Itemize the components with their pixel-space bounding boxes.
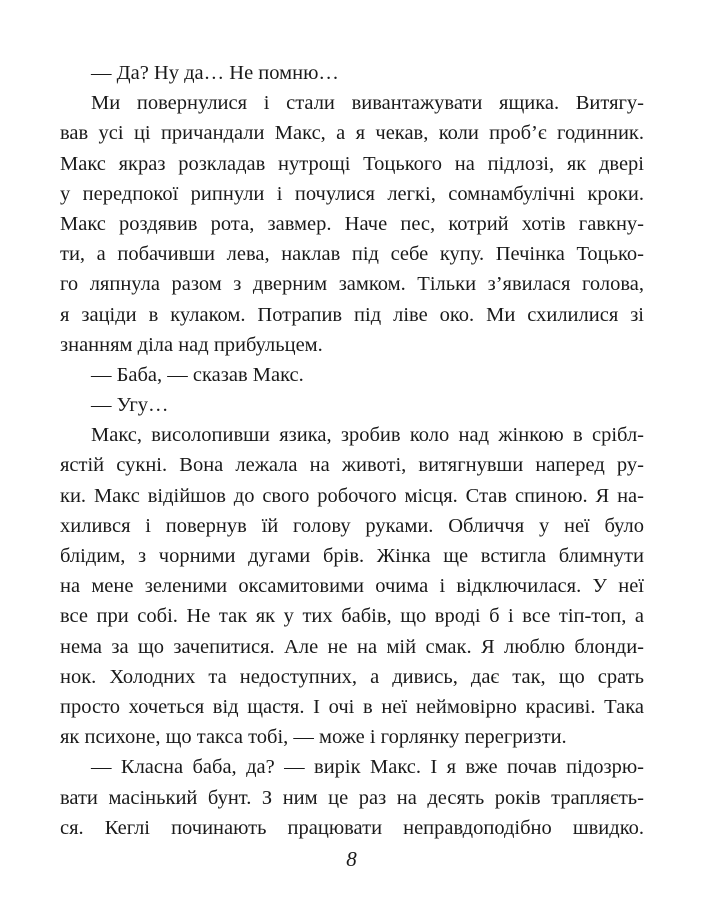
text-line: на мене зеленими оксамитовими очима і відключилася. У неї — [60, 575, 644, 598]
text-line: вати масінький бунт. З ним це раз на десять років трапляєть- — [60, 786, 644, 809]
text-line: все при собі. Не так як у тих бабів, що вроді б і все тіп-топ, а — [60, 605, 644, 628]
body-text — [60, 58, 644, 843]
text-line: я заціди в кулаком. Потрапив під ліве око. Ми схилилися зі — [60, 303, 644, 326]
text-line: — Угу… — [91, 394, 169, 417]
text-line: — Да? Ну да… Не помню… — [91, 62, 339, 84]
page-number: 8 — [346, 847, 357, 871]
text-line: Макс роздявив рота, завмер. Наче пес, котрий хотів гавкну- — [60, 212, 644, 235]
text-line: Ми повернулися і стали вивантажувати ящика. Витягу- — [91, 92, 644, 115]
text-line: ся. Кеглі починають працювати неправдоподібно швидко. — [60, 816, 644, 839]
text-line: хилився і повернув їй голову руками. Обличчя у неї було — [60, 514, 644, 537]
text-line: ти, а побачивши лева, наклав під себе купу. Печінка Тоцько- — [60, 243, 644, 266]
text-line: ястій сукні. Вона лежала на животі, витягнувши наперед ру- — [60, 454, 644, 477]
text-line: Макс якраз розкладав нутрощі Тоцького на підлозі, як двері — [60, 152, 644, 175]
text-line: як психоне, що такса тобі, — може і горлянку перегризти. — [60, 726, 567, 749]
text-line: — Баба, — сказав Макс. — [91, 363, 304, 386]
text-line: у передпокої рипнули і почулися легкі, сомнамбулічні кроки. — [60, 182, 644, 205]
text-line: нема за що зачепитися. Але не на мій смак. Я люблю блонди- — [60, 635, 644, 658]
text-line: — Класна баба, да? — вирік Макс. І я вже почав підозрю- — [91, 756, 644, 779]
text-line: го ляпнула разом з дверним замком. Тільки з’явилася голова, — [60, 273, 644, 296]
text-line: вав усі ці причандали Макс, а я чекав, коли проб’є годинник. — [60, 122, 644, 145]
text-line: блідим, з чорними дугами брів. Жінка ще встигла блимнути — [60, 545, 644, 567]
text-line: Макс, висолопивши язика, зробив коло над жінкою в срібл- — [91, 424, 644, 447]
text-line: просто хочеться від щастя. І очі в неї неймовірно красиві. Така — [60, 695, 644, 718]
text-line: ки. Макс відійшов до свого робочого місця. Став спиною. Я на- — [60, 484, 644, 507]
text-line: знанням діла над прибульцем. — [60, 333, 323, 356]
text-line: нок. Холодних та недоступних, а дивись, дає так, що срать — [60, 665, 644, 688]
